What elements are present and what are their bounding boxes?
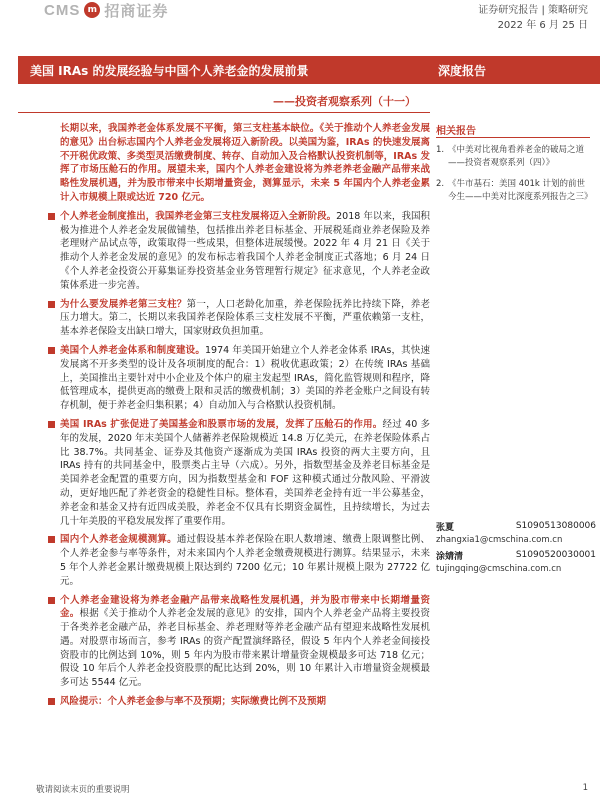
title-divider	[18, 112, 430, 113]
section-lead: 为什么要发展养老第三支柱？	[60, 298, 187, 310]
related-reports-heading: 相关报告	[436, 126, 476, 137]
related-report-item[interactable]	[436, 178, 592, 204]
section-text: 经过 40 多年的发展，2020 年末美国个人储蓄养老保险规模近 14.8 万亿美元，在养老保险体系占比 38.7%。共同基金、证券及其他资产逐渐成为美国 IRAs 投资的两大主要方向，且 IRAs 持有的共同基金中，股票类占主导（六成）。另外，指数型基金及养老目标基金是美国养老金配置的重要方向，因为指数型基金和 FOF 这种模式通过分散风险、平滑波动，更好地匹配了养老资金的稳健性目标。整体看，美国养老金持有近一半公募基金，养老金和基金又持有近四成美股，养老金不仅具有长期资金属性，且持续增长，为过去几十年美股的平稳发展发挥了重要作用。	[60, 418, 430, 527]
report-title: 美国 IRAs 的发展经验与中国个人养老金的发展前景	[18, 56, 430, 84]
body-section	[60, 210, 430, 293]
page-number: 1	[582, 783, 588, 793]
body-section	[60, 594, 430, 691]
analyst-info	[436, 548, 596, 576]
report-type: 证券研究报告 | 策略研究	[478, 5, 588, 16]
body-section	[60, 344, 430, 413]
section-lead: 风险提示：个人养老金参与率不及预期；实际缴费比例不及预期	[60, 696, 327, 708]
section-lead: 美国个人养老金体系和制度建设。	[60, 344, 205, 356]
bullet-square-icon	[48, 213, 55, 220]
bullet-square-icon	[48, 536, 55, 543]
section-text: 通过假设基本养老保险在职人数增速、缴费上限调整比例、个人养老金参与率等条件，对未来国内个人养老金缴费规模进行测算。结果显示，未来 5 年个人养老金累计缴费规模上限达到约 7200 亿元；10 年累计规模上限为 27722 亿元。	[60, 534, 430, 587]
logo-mark-icon: m	[84, 2, 100, 18]
executive-summary: 长期以来，我国养老金体系发展不平衡，第三支柱基本缺位。《关于推动个人养老金发展的意见》出台标志国内个人养老金发展将迈入新阶段。以美国为鉴，IRAs 的快速发展离不开税优政策、多类型灵活缴费制度、转存、自动加入及合格默认投资机制等，IRAs 发挥了市场压舱石的作用。展望未来，国内个人养老金建设将为养老养老金融产品带来战略性发展机遇，并为股市带来中长期增量资金，测算显示，未来 5 年国内个人养老金累计入市规模上限或达近 720 亿元。	[60, 123, 430, 203]
page-header	[0, 0, 600, 34]
body-section	[60, 418, 430, 528]
analyst-email[interactable]: tujingqing@cmschina.com.cn	[436, 564, 562, 574]
report-date: 2022 年 6 月 25 日	[497, 20, 588, 31]
risk-warning	[60, 695, 430, 709]
sidebar-divider	[436, 137, 590, 138]
related-report-title: 《中美对比视角看养老金的破局之道——投资者观察系列（四）》	[448, 145, 585, 168]
report-category-header: 深度报告	[430, 56, 600, 84]
bullet-square-icon	[48, 597, 55, 604]
section-lead: 个人养老金制度推出，我国养老金第三支柱发展将迈入全新阶段。	[60, 210, 337, 222]
bullet-square-icon	[48, 698, 55, 705]
bullet-square-icon	[48, 421, 55, 428]
bullet-square-icon	[48, 347, 55, 354]
body-section	[60, 298, 430, 339]
section-lead: 国内个人养老金规模测算。	[60, 534, 177, 546]
report-subtitle: ——投资者观察系列（十一）	[273, 95, 416, 108]
analyst-name: 涂婧清	[436, 551, 464, 562]
related-report-number: 1.	[436, 145, 445, 155]
logo-text: CMS	[44, 1, 81, 19]
section-text: 2018 年以来，我国积极为推进个人养老金发展做铺垫，包括推出养老目标基金、开展税延商业养老保险及养老理财产品试点等，政策取得一些成果，但整体进展缓慢。2022 年 4 月 21 日《关于推动个人养老金发展的意见》的发布标志着我国个人养老金制度正式落地；6 月 24 日《个人养老金投资公开募集证券投资基金业务管理暂行规定》征求意见，个人养老金政策体系进一步完善。	[60, 210, 430, 291]
analyst-certificate: S1090520030001	[515, 550, 596, 560]
section-text: 根据《关于推动个人养老金发展的意见》的安排，国内个人养老金产品将主要投资于各类养老金融产品，养老目标基金、养老理财等养老金融产品有望迎来战略性发展机遇。对股票市场而言，参考 IRAs 的资产配置演绎路径，假设 5 年内个人养老金间接投资股市的比例达到 10%，则 5 年内为股市带来累计增量资金规模最多可达 718 亿元；假设 10 年后个人养老金投资股票的配比达到 20%，则 10 年累计入市增量资金规模最多可达 5544 亿元。	[60, 608, 430, 689]
analyst-email[interactable]: zhangxia1@cmschina.com.cn	[436, 535, 563, 545]
related-report-item[interactable]	[436, 144, 592, 170]
analyst-certificate: S1090513080006	[515, 521, 596, 531]
report-body	[60, 122, 430, 714]
company-logo	[44, 0, 168, 20]
section-lead: 个人养老金建设将为养老金融产品带来战略性发展机遇，并为股市带来中长期增量资金。	[60, 594, 430, 620]
logo-chinese-text: 招商证券	[104, 1, 169, 20]
related-reports-list	[436, 144, 592, 212]
related-report-number: 2.	[436, 179, 445, 189]
bullet-square-icon	[48, 301, 55, 308]
section-text: 1974 年美国开始建立个人养老金体系 IRAs，其快速发展离不开多类型的设计及各项制度的配合：1）税收优惠政策；2）在传统 IRAs 基础上，美国推出主要针对中小企业及个体户的雇主发起型 IRAs，简化监管规则和程序，降低管理成本，提供更高的缴费上限和灵活的缴费机制；3）美国的养老金账户之间设有转存机制，便于养老金归集积累；4）自动加入与合格默认投资机制。	[60, 344, 430, 412]
body-section	[60, 533, 430, 588]
analyst-info	[436, 519, 596, 547]
related-report-title: 《牛市基石：美国 401k 计划的前世今生——中美对比深度系列报告之三》	[448, 179, 593, 202]
footer-disclaimer-note: 敬请阅读末页的重要说明	[36, 785, 130, 795]
section-text: 第一，人口老龄化加重，养老保险抚养比持续下降，养老压力增大。第二，长期以来我国养老保险体系三支柱发展不平衡，严重依赖第一支柱，基本养老保险支出缺口增大，国家财政负担加重。	[60, 298, 430, 338]
analyst-name: 张夏	[436, 522, 455, 533]
section-lead: 美国 IRAs 扩张促进了美国基金和股票市场的发展，发挥了压舱石的作用。	[60, 418, 383, 430]
